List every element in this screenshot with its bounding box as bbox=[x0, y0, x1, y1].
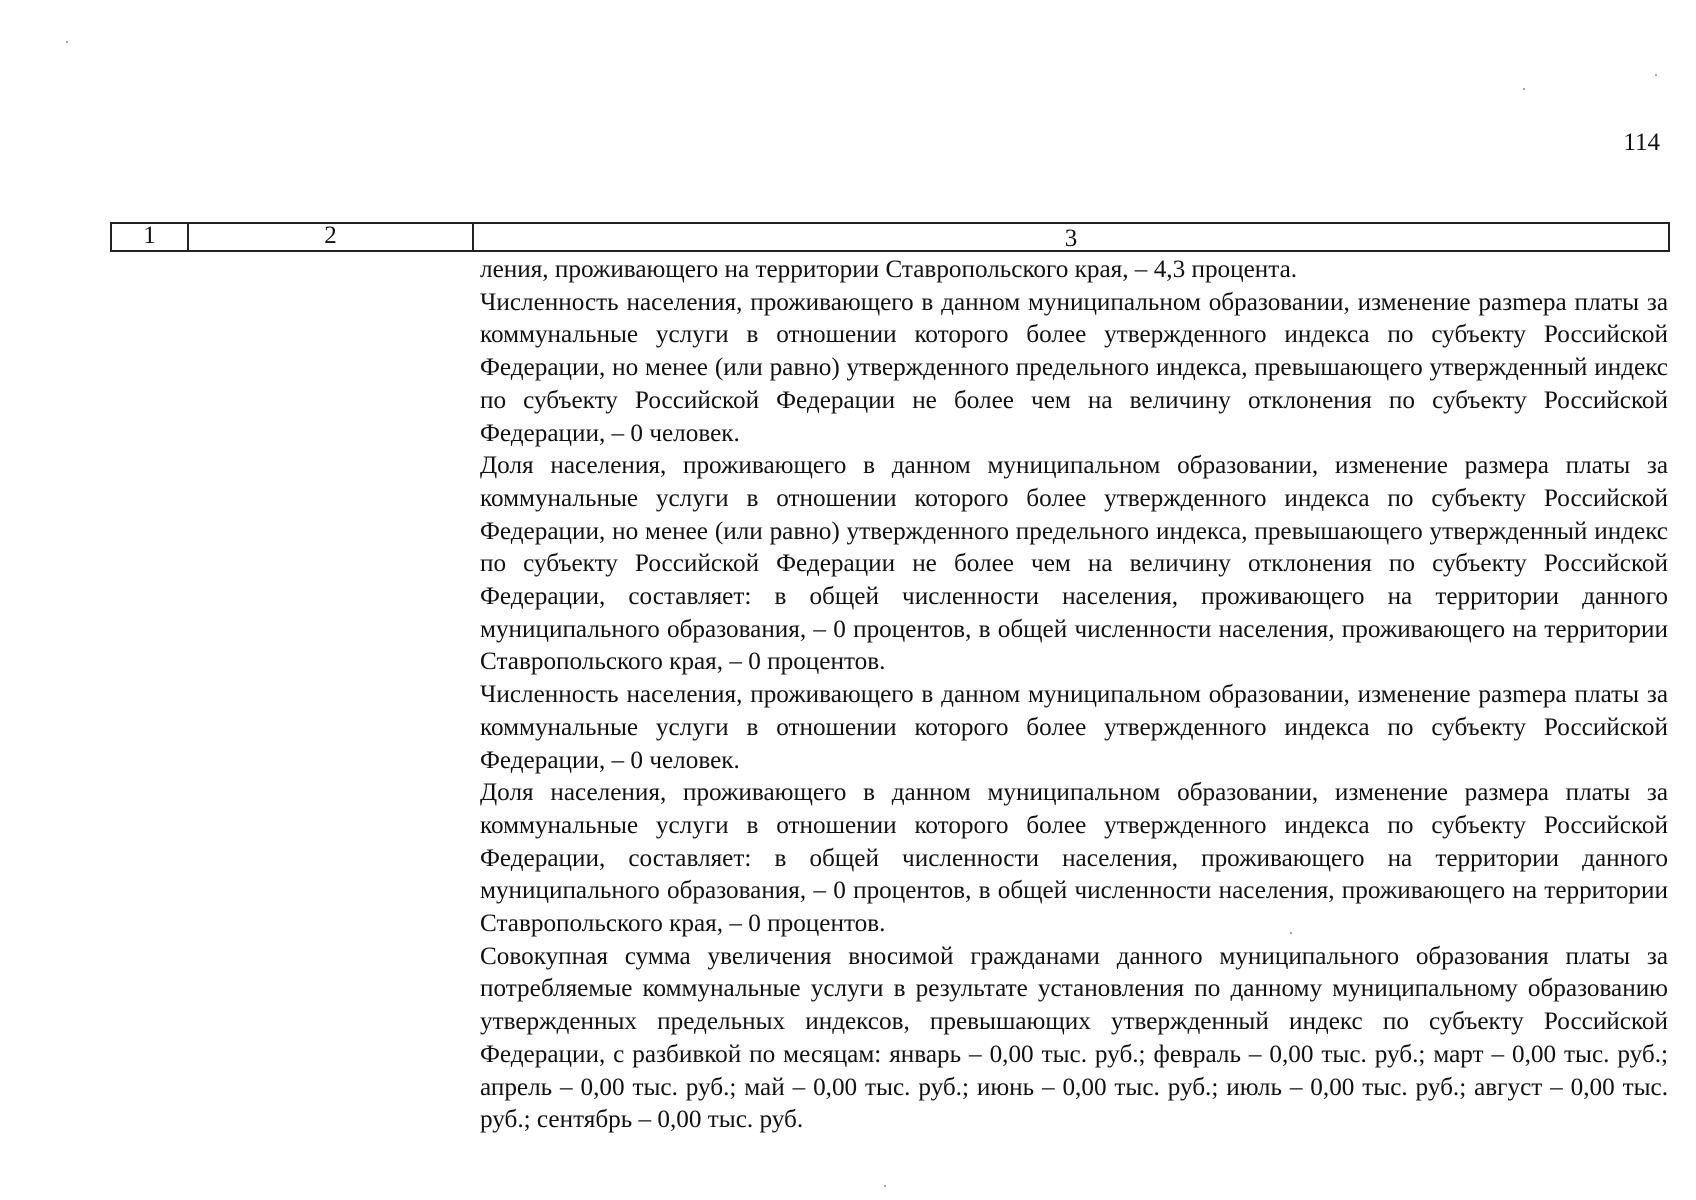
paragraph: ления, проживающего на территории Ставропольского края, – 4,3 процента. bbox=[480, 256, 1298, 283]
column-header-1: 1 bbox=[112, 224, 189, 250]
scan-speck bbox=[1655, 74, 1657, 76]
column-header-3: 3 bbox=[1064, 225, 1078, 252]
scan-speck bbox=[66, 41, 68, 43]
paragraph: Численность населения, проживающего в данном муниципальном образовании, изменение разmера платы за коммунальные услуги в отношении которого более утвержденного индекса по субъекту Российской Федерации, – 0 человек. bbox=[480, 681, 1668, 774]
paragraph: Доля населения, проживающего в данном муниципальном образовании, изменение размера платы за коммунальные услуги в отношении которого более утвержденного индекса по субъекту Российской Федерации, составляет: в общей численности населения, проживающего на территории данного муниципального образования, – 0 процентов, в общей численности населения, проживающего на территории Ставропольского края, – 0 процентов. bbox=[480, 779, 1668, 938]
page-number: 114 bbox=[1623, 129, 1660, 156]
paragraph: Доля населения, проживающего в данном муниципальном образовании, изменение размера платы за коммунальные услуги в отношении которого более утвержденного индекса по субъекту Российской Федерации, но менее (или равно) утвержденного предельного индекса, превышающего утвержденный индекс по субъекту Российской Федерации не более чем на величину отклонения по субъекту Российской Федерации, составляет: в общей численности населения, проживающего на территории данного муниципального образования, – 0 процентов, в общей численности населения, проживающего на территории Ставропольского края, – 0 процентов. bbox=[480, 452, 1668, 676]
column-header-2: 2 bbox=[189, 224, 474, 250]
column-header-row bbox=[110, 222, 1670, 252]
document-body bbox=[480, 254, 1668, 1137]
scan-speck bbox=[1290, 932, 1292, 934]
paragraph: Совокупная сумма увеличения вносимой гражданами данного муниципального образования платы за потребляемые коммунальные услуги в результате установления по данному муниципальному образованию утвержденных предельных индексов, превышающих утвержденный индекс по субъекту Российской Федерации, с разбивкой по месяцам: январь – 0,00 тыс. руб.; февраль – 0,00 тыс. руб.; март – 0,00 тыс. руб.; апрель – 0,00 тыс. руб.; май – 0,00 тыс. руб.; июнь – 0,00 тыс. руб.; июль – 0,00 тыс. руб.; август – 0,00 тыс. руб.; сентябрь – 0,00 тыс. руб. bbox=[480, 942, 1668, 1134]
scan-speck bbox=[1523, 88, 1525, 90]
scan-speck bbox=[884, 1185, 886, 1187]
paragraph: Численность населения, проживающего в данном муниципальном образовании, изменение разmера платы за коммунальные услуги в отношении которого более утвержденного индекса по субъекту Российской Федерации, но менее (или равно) утвержденного предельного индекса, превышающего утвержденный индекс по субъекту Российской Федерации не более чем на величину отклонения по субъекту Российской Федерации, – 0 человек. bbox=[480, 288, 1668, 447]
